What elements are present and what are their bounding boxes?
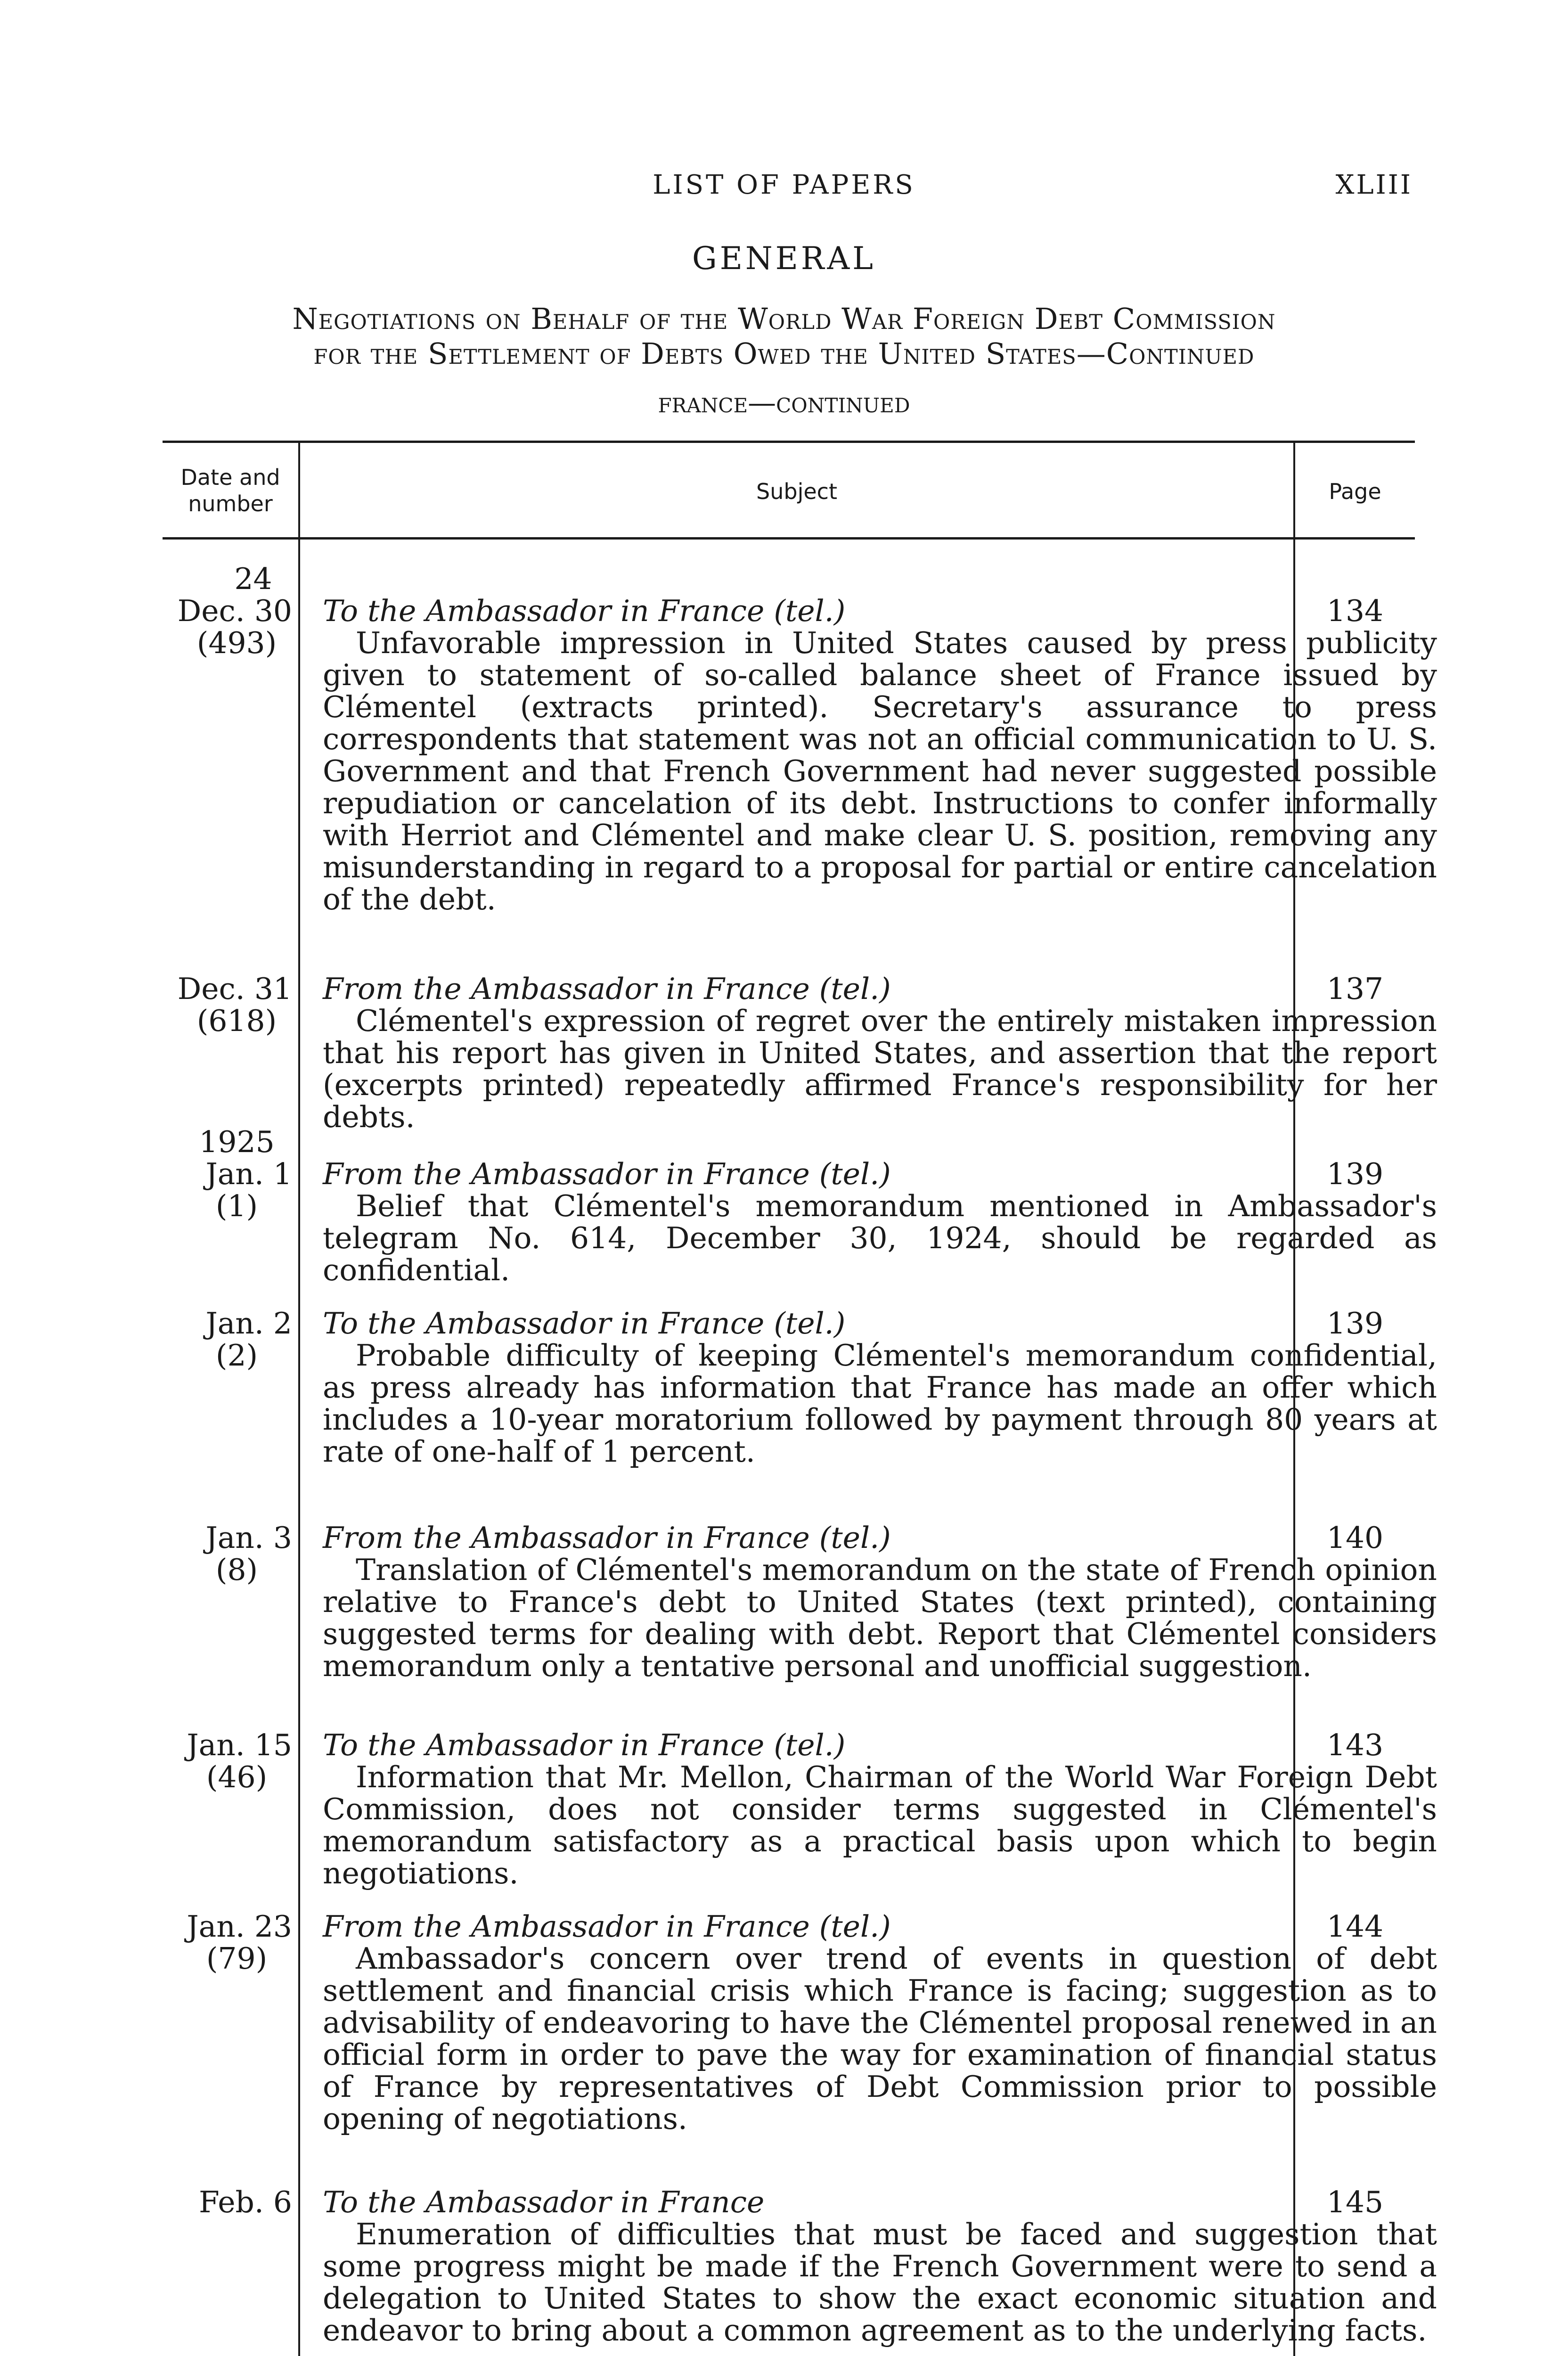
entry-date-cell — [163, 1911, 292, 1975]
table-header-rule — [163, 537, 1415, 540]
entry-description: Translation of Clémentel's memorandum on the state of French opinion relative to France's debt to United States (text printed), containing suggested terms for dealing with debt. Report that Clémentel considers memorandum only a tentative personal and unofficial suggestion. — [323, 1553, 1437, 1683]
entry-date: Jan. 23 — [187, 1909, 292, 1944]
entry-page: 137 — [1326, 972, 1384, 1006]
entry-addressee: From the Ambassador in France (tel.) — [323, 1909, 891, 1944]
column-header-date: Date and number — [180, 465, 280, 516]
entry-description: Belief that Clémentel's memorandum mentioned in Ambassador's telegram No. 614, December 30, 1924, should be regarded as confidential. — [323, 1189, 1437, 1287]
table-top-rule — [163, 441, 1415, 443]
entry-year: 1925 — [199, 1125, 275, 1159]
entry-subject-cell — [323, 1522, 1437, 1682]
entry-addressee: To the Ambassador in France — [323, 2185, 765, 2219]
entry-date-cell — [163, 1308, 292, 1372]
entry-subject-cell — [323, 1158, 1437, 1286]
entry-page: 134 — [1326, 594, 1384, 628]
entry-subject-cell — [323, 2186, 1437, 2347]
entry-date: Feb. 6 — [198, 2185, 292, 2219]
entry-date: Jan. 1 — [205, 1157, 292, 1191]
entry-date-cell — [163, 563, 292, 659]
entry-subject-cell — [323, 973, 1437, 1133]
entry-subject-cell — [323, 595, 1437, 916]
entry-addressee: From the Ambassador in France (tel.) — [323, 1157, 891, 1191]
entry-number: (46) — [206, 1760, 268, 1794]
entry-page: 139 — [1326, 1306, 1384, 1341]
entry-page: 145 — [1326, 2185, 1384, 2219]
entry-description: Clémentel's expression of regret over the entirely mistaken impression that his report has given in United States, and assertion that the report (excerpts printed) repeatedly affirmed France's responsibility for her debts. — [323, 1004, 1437, 1134]
entry-number: (493) — [196, 626, 277, 660]
column-divider-date-body — [298, 540, 300, 2356]
column-header-page: Page — [1329, 479, 1381, 504]
entry-date: Jan. 15 — [187, 1728, 292, 1762]
entry-number: (2) — [215, 1338, 258, 1373]
entry-addressee: From the Ambassador in France (tel.) — [323, 972, 891, 1006]
entry-date: Dec. 30 — [177, 594, 292, 628]
entry-date-cell — [163, 1729, 292, 1793]
entry-description: Probable difficulty of keeping Clémentel's memorandum confidential, as press already has information that France has made an offer which includes a 10-year moratorium followed by payment through 80 years at rate of one-half of 1 percent. — [323, 1338, 1437, 1469]
entry-page: 144 — [1326, 1909, 1384, 1944]
entry-date: Jan. 3 — [205, 1521, 292, 1555]
entry-page: 139 — [1326, 1157, 1384, 1191]
entry-date-cell — [163, 2186, 292, 2218]
entry-date: Jan. 2 — [205, 1306, 292, 1341]
entry-date-cell — [163, 1522, 292, 1586]
column-header-subject: Subject — [756, 479, 837, 504]
page-number: XLIII — [1335, 170, 1413, 200]
entry-addressee: To the Ambassador in France (tel.) — [323, 1728, 846, 1762]
entry-addressee: To the Ambassador in France (tel.) — [323, 594, 846, 628]
entry-addressee: To the Ambassador in France (tel.) — [323, 1306, 846, 1341]
country-subheading: france—continued — [658, 386, 910, 419]
entry-year: 24 — [234, 562, 272, 596]
entry-subject-cell — [323, 1911, 1437, 2135]
entry-page: 140 — [1326, 1521, 1384, 1555]
entry-description: Ambassador's concern over trend of events in question of debt settlement and financial crisis which France is facing; suggestion as to advisability of endeavoring to have the Clémentel proposal renewed in an official form in order to pave the way for examination of financial status of France by representatives of Debt Commission prior to possible opening of negotiations. — [323, 1941, 1437, 2136]
entry-date-cell — [163, 973, 292, 1037]
running-head — [0, 170, 1568, 207]
entry-description: Unfavorable impression in United States caused by press publicity given to statement of so-called balance sheet of France issued by Clémentel (extracts printed). Secretary's assurance to press correspondents that statement was not an official communication to U. S. Government and that French Government had never suggested possible repudiation or cancelation of its debt. Instructions to confer informally with Herriot and Clémentel and make clear U. S. position, removing any misunderstanding in regard to a proposal for partial or entire cancelation of the debt. — [323, 626, 1437, 916]
entry-description: Enumeration of difficulties that must be faced and suggestion that some progress might be made if the French Government were to send a delegation to United States to show the exact economic situation and endeavor to bring about a common agreement as to the underlying facts. — [323, 2217, 1437, 2348]
main-heading-line-2: for the Settlement of Debts Owed the United States—Continued — [313, 336, 1255, 371]
entry-number: (8) — [215, 1553, 258, 1587]
entry-number: (618) — [196, 1004, 277, 1038]
entry-description: Information that Mr. Mellon, Chairman of the World War Foreign Debt Commission, does not consider terms suggested in Clémentel's memorandum satisfactory as a practical basis upon which to begin negotiations. — [323, 1760, 1437, 1890]
entry-page: 143 — [1326, 1728, 1384, 1762]
entry-date-cell — [163, 1126, 292, 1222]
entry-addressee: From the Ambassador in France (tel.) — [323, 1521, 891, 1555]
section-title: GENERAL — [692, 240, 876, 277]
running-title: LIST OF PAPERS — [653, 170, 915, 200]
main-heading — [141, 302, 1427, 371]
main-heading-line-1: Negotiations on Behalf of the World War Foreign Debt Commission — [292, 302, 1276, 336]
entry-number: (79) — [206, 1941, 268, 1976]
entry-date: Dec. 31 — [177, 972, 292, 1006]
entry-subject-cell — [323, 1308, 1437, 1468]
entry-subject-cell — [323, 1729, 1437, 1890]
entry-number: (1) — [215, 1189, 258, 1223]
